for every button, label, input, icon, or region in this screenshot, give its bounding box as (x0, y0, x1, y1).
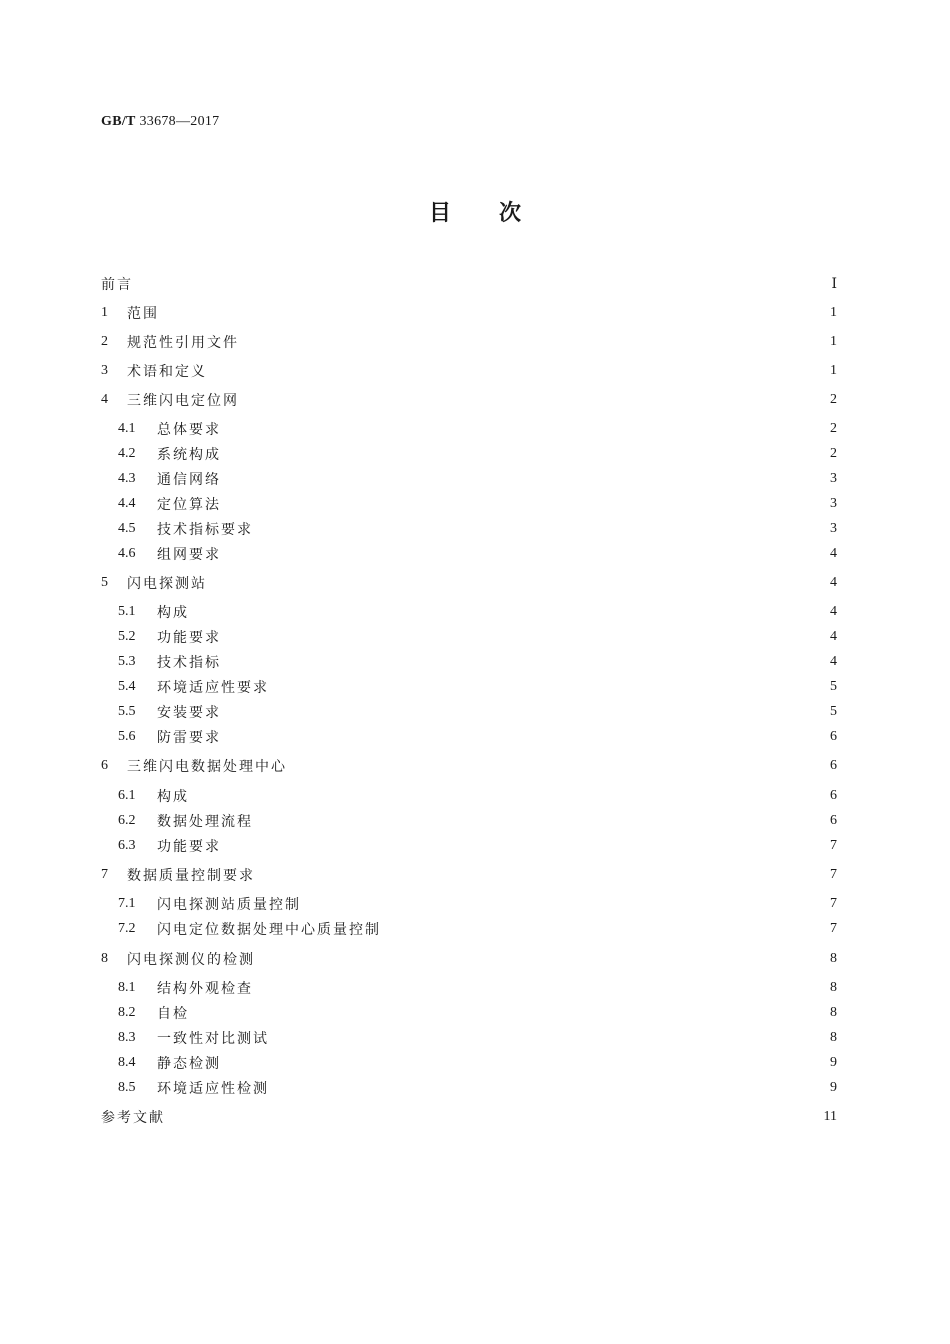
toc-entry-label: 自检 (157, 1006, 189, 1022)
toc-entry-label: 技术指标 (157, 655, 221, 671)
toc-entry-label: 环境适应性检测 (157, 1081, 269, 1097)
toc-entry-label: 数据质量控制要求 (127, 868, 255, 884)
toc-entry-number: 4.5 (118, 521, 136, 536)
toc-entry-number: 2 (101, 334, 108, 349)
toc-entry-page: 9 (830, 1055, 837, 1070)
toc-entry-label: 结构外观检查 (157, 981, 253, 997)
toc-entry-number: 1 (101, 305, 108, 320)
toc-entry-label: 总体要求 (157, 422, 221, 438)
toc-entry-label: 环境适应性要求 (157, 680, 269, 696)
toc-entry[interactable] (101, 416, 837, 442)
toc-entry-page: 3 (830, 471, 837, 486)
toc-entry[interactable] (101, 946, 837, 972)
toc-entry-number: 6.1 (118, 788, 136, 803)
toc-dot-leader (215, 577, 821, 589)
toc-entry-number: 8.2 (118, 1005, 136, 1020)
toc-dot-leader (215, 365, 821, 377)
toc-entry-label: 闪电探测仪的检测 (127, 952, 255, 968)
toc-entry-number: 5.5 (118, 704, 136, 719)
standard-code: GB/T (101, 114, 136, 129)
toc-entry-page: 4 (830, 575, 837, 590)
toc-entry-page: 2 (830, 446, 837, 461)
toc-dot-leader (167, 307, 821, 319)
toc-entry[interactable] (101, 674, 837, 700)
toc-entry-label: 静态检测 (157, 1056, 221, 1072)
toc-entry-label: 功能要求 (157, 630, 221, 646)
toc-entry-label: 参考文献 (101, 1110, 165, 1126)
toc-entry-label: 安装要求 (157, 705, 221, 721)
toc-dot-leader (247, 394, 821, 406)
toc-entry[interactable] (101, 1025, 837, 1051)
toc-dot-leader (229, 1057, 821, 1069)
toc-entry[interactable] (101, 300, 837, 326)
toc-entry-number: 8.1 (118, 980, 136, 995)
toc-dot-leader (261, 523, 821, 535)
toc-entry[interactable] (101, 624, 837, 650)
toc-dot-leader (229, 631, 821, 643)
toc-entry[interactable] (101, 570, 837, 596)
toc-entry[interactable] (101, 649, 837, 675)
toc-entry-page: 1 (830, 363, 837, 378)
toc-dot-leader (229, 548, 821, 560)
toc-entry-number: 5.1 (118, 604, 136, 619)
toc-entry-page: 6 (830, 729, 837, 744)
toc-dot-leader (295, 760, 821, 772)
toc-entry[interactable] (101, 271, 837, 297)
toc-entry[interactable] (101, 833, 837, 859)
toc-dot-leader (197, 1007, 821, 1019)
toc-entry[interactable] (101, 916, 837, 942)
toc-entry[interactable] (101, 783, 837, 809)
toc-entry-page: 8 (830, 1005, 837, 1020)
toc-entry-label: 构成 (157, 605, 189, 621)
toc-entry[interactable] (101, 891, 837, 917)
toc-dot-leader (229, 498, 821, 510)
toc-entry[interactable] (101, 441, 837, 467)
toc-dot-leader (229, 473, 821, 485)
toc-entry-label: 技术指标要求 (157, 522, 253, 538)
toc-dot-leader (229, 448, 821, 460)
toc-dot-leader (173, 1111, 820, 1123)
toc-entry-number: 4.2 (118, 446, 136, 461)
toc-entry[interactable] (101, 358, 837, 384)
toc-entry-label: 前言 (101, 277, 133, 293)
toc-entry-label: 闪电探测站质量控制 (157, 897, 301, 913)
toc-entry-number: 4.3 (118, 471, 136, 486)
toc-entry-number: 5.4 (118, 679, 136, 694)
toc-entry-number: 8.3 (118, 1030, 136, 1045)
toc-entry-label: 防雷要求 (157, 730, 221, 746)
toc-entry-label: 功能要求 (157, 839, 221, 855)
toc-dot-leader (263, 869, 821, 881)
toc-entry[interactable] (101, 466, 837, 492)
toc-entry-page: 11 (823, 1109, 837, 1124)
toc-entry-number: 5.3 (118, 654, 136, 669)
toc-entry[interactable] (101, 862, 837, 888)
toc-entry-number: 5.6 (118, 729, 136, 744)
toc-entry-label: 构成 (157, 789, 189, 805)
toc-entry-label: 一致性对比测试 (157, 1031, 269, 1047)
toc-entry[interactable] (101, 975, 837, 1001)
toc-entry[interactable] (101, 387, 837, 413)
toc-entry[interactable] (101, 1000, 837, 1026)
toc-entry-number: 8.4 (118, 1055, 136, 1070)
toc-entry-page: 4 (830, 629, 837, 644)
toc-entry-page: 3 (830, 496, 837, 511)
toc-dot-leader (261, 815, 821, 827)
toc-entry[interactable] (101, 1050, 837, 1076)
toc-entry-page: 5 (830, 679, 837, 694)
toc-entry-number: 6 (101, 758, 108, 773)
toc-entry-number: 4.1 (118, 421, 136, 436)
toc-dot-leader (141, 278, 821, 290)
toc-entry[interactable] (101, 1104, 837, 1130)
toc-entry[interactable] (101, 516, 837, 542)
toc-entry-page: Ⅰ (831, 276, 837, 292)
toc-entry-page: 6 (830, 758, 837, 773)
toc-entry[interactable] (101, 541, 837, 567)
standard-header (101, 114, 219, 130)
toc-entry-page: 1 (830, 305, 837, 320)
toc-entry-number: 8 (101, 951, 108, 966)
toc-dot-leader (263, 953, 821, 965)
toc-dot-leader (229, 656, 821, 668)
toc-entry-number: 7 (101, 867, 108, 882)
toc-entry-page: 4 (830, 546, 837, 561)
toc-entry-page: 9 (830, 1080, 837, 1095)
toc-entry-page: 7 (830, 867, 837, 882)
toc-entry-page: 4 (830, 604, 837, 619)
toc-entry-label: 范围 (127, 306, 159, 322)
toc-dot-leader (277, 1032, 821, 1044)
toc-entry-page: 6 (830, 813, 837, 828)
toc-dot-leader (277, 1082, 821, 1094)
toc-entry-label: 通信网络 (157, 472, 221, 488)
toc-dot-leader (229, 423, 821, 435)
toc-entry-number: 4 (101, 392, 108, 407)
toc-entry-page: 8 (830, 1030, 837, 1045)
toc-dot-leader (277, 681, 821, 693)
toc-entry-number: 6.2 (118, 813, 136, 828)
toc-entry-label: 定位算法 (157, 497, 221, 513)
toc-entry-number: 7.2 (118, 921, 136, 936)
toc-entry[interactable] (101, 1075, 837, 1101)
toc-entry[interactable] (101, 753, 837, 779)
toc-entry-label: 组网要求 (157, 547, 221, 563)
toc-entry-label: 三维闪电定位网 (127, 393, 239, 409)
toc-entry-number: 8.5 (118, 1080, 136, 1095)
page-title: 目次 (428, 201, 569, 226)
toc-entry[interactable] (101, 329, 837, 355)
toc-dot-leader (247, 336, 821, 348)
toc-dot-leader (229, 731, 821, 743)
toc-dot-leader (197, 790, 821, 802)
toc-entry-number: 7.1 (118, 896, 136, 911)
toc-entry-number: 4.6 (118, 546, 136, 561)
toc-entry-page: 8 (830, 951, 837, 966)
toc-dot-leader (261, 982, 821, 994)
toc-entry-page: 7 (830, 838, 837, 853)
toc-entry-page: 4 (830, 654, 837, 669)
toc-entry[interactable] (101, 808, 837, 834)
toc-entry-number: 5.2 (118, 629, 136, 644)
toc-entry-page: 8 (830, 980, 837, 995)
toc-entry-number: 3 (101, 363, 108, 378)
toc-entry-page: 1 (830, 334, 837, 349)
toc-entry-label: 数据处理流程 (157, 814, 253, 830)
toc-entry-page: 2 (830, 392, 837, 407)
toc-dot-leader (229, 840, 821, 852)
toc-entry[interactable] (101, 724, 837, 750)
toc-entry-page: 7 (830, 896, 837, 911)
toc-entry[interactable] (101, 491, 837, 517)
toc-entry-label: 三维闪电数据处理中心 (127, 759, 287, 775)
toc-entry[interactable] (101, 699, 837, 725)
toc-entry-page: 6 (830, 788, 837, 803)
toc-entry[interactable] (101, 599, 837, 625)
toc-dot-leader (229, 706, 821, 718)
toc-entry-label: 闪电定位数据处理中心质量控制 (157, 922, 381, 938)
toc-entry-label: 规范性引用文件 (127, 335, 239, 351)
toc-dot-leader (389, 923, 821, 935)
toc-entry-label: 闪电探测站 (127, 576, 207, 592)
toc-entry-page: 2 (830, 421, 837, 436)
standard-number: 33678—2017 (139, 114, 220, 129)
toc-entry-label: 系统构成 (157, 447, 221, 463)
toc-entry-page: 7 (830, 921, 837, 936)
toc-dot-leader (197, 606, 821, 618)
toc-entry-number: 4.4 (118, 496, 136, 511)
toc-entry-page: 3 (830, 521, 837, 536)
toc-entry-number: 6.3 (118, 838, 136, 853)
toc-entry-number: 5 (101, 575, 108, 590)
toc-entry-page: 5 (830, 704, 837, 719)
toc-dot-leader (309, 898, 821, 910)
toc-entry-label: 术语和定义 (127, 364, 207, 380)
